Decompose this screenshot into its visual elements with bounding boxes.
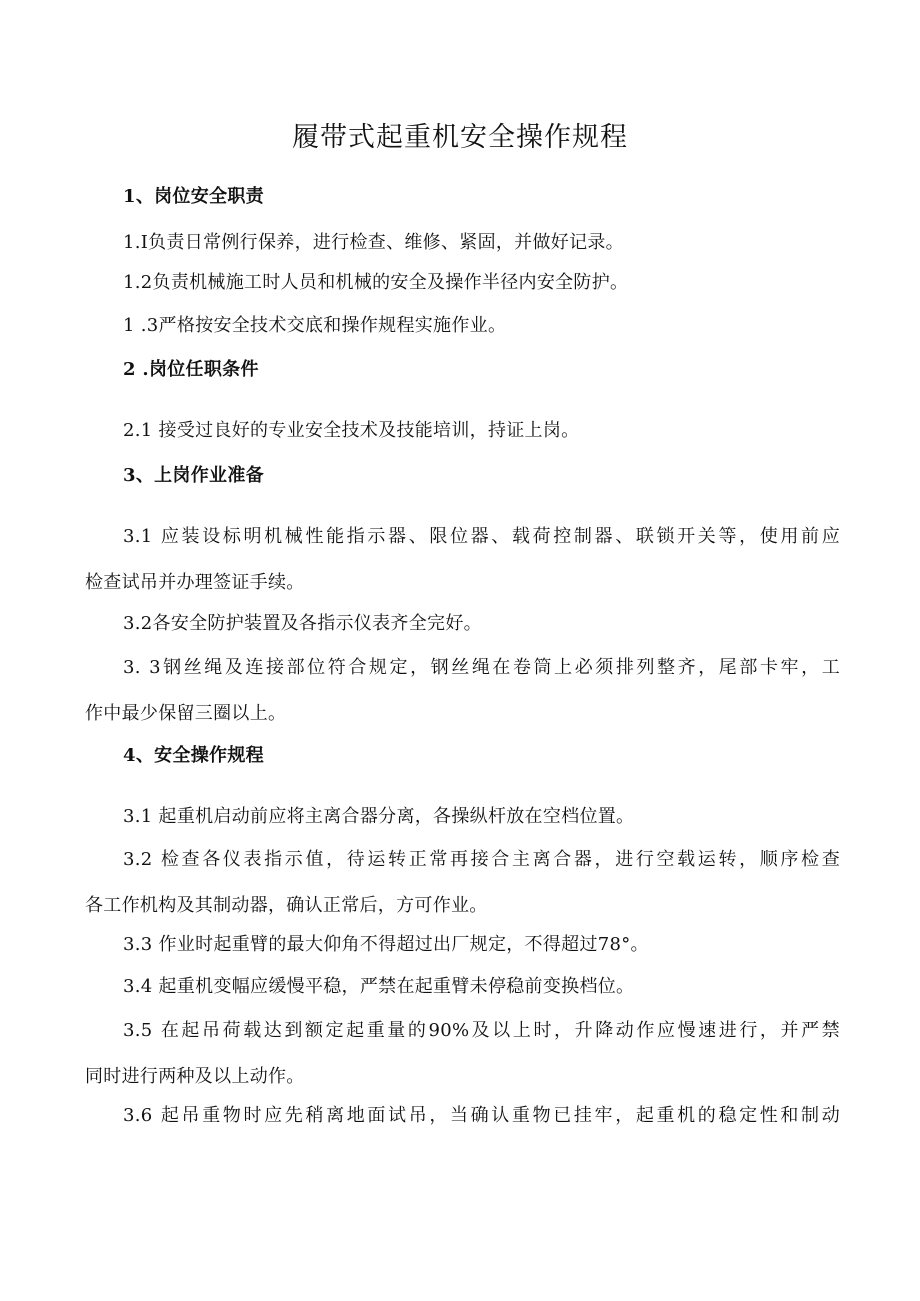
clause-3-1 [85,522,840,598]
section-2-heading: 2 .岗位任职条件 [123,359,259,380]
clause-4-1: 3.1 起重机启动前应将主离合器分离，各操纵杆放在空档位置。 [123,806,635,827]
clause-4-2 [85,845,840,921]
document-title: 履带式起重机安全操作规程 [292,122,628,153]
clause-4-3: 3.3 作业时起重臂的最大仰角不得超过出厂规定，不得超过78°。 [123,934,649,955]
clause-4-4: 3.4 起重机变幅应缓慢平稳，严禁在起重臂未停稳前变换档位。 [123,976,635,997]
clause-3-3-line-2: 作中最少保留三圈以上。 [85,703,287,724]
clause-4-2-line-1: 3.2 检查各仪表指示值，待运转正常再接合主离合器，进行空载运转，顺序检查 [123,849,840,870]
clause-4-5-line-2: 同时进行两种及以上动作。 [85,1066,305,1087]
section-1-heading: 1、岗位安全职责 [123,186,264,207]
clause-1-3: 1 .3严格按安全技术交底和操作规程实施作业。 [123,315,507,336]
clause-4-6 [85,1101,840,1131]
clause-3-1-line-2: 检查试吊并办理签证手续。 [85,572,305,593]
section-3-heading: 3、上岗作业准备 [123,465,264,486]
clause-3-3-line-1: 3. 3钢丝绳及连接部位符合规定，钢丝绳在卷筒上必须排列整齐，尾部卡牢，工 [123,657,840,678]
section-4-heading: 4、安全操作规程 [123,745,264,766]
clause-4-5 [85,1016,840,1092]
clause-3-2: 3.2各安全防护装置及各指示仪表齐全完好。 [123,613,482,634]
clause-2-1: 2.1 接受过良好的专业安全技术及技能培训，持证上岗。 [123,420,580,441]
clause-3-3 [85,653,840,729]
clause-4-5-line-1: 3.5 在起吊荷载达到额定起重量的90%及以上时，升降动作应慢速进行，并严禁 [123,1020,840,1041]
clause-3-1-line-1: 3.1 应装设标明机械性能指示器、限位器、载荷控制器、联锁开关等，使用前应 [123,526,840,547]
clause-1-2: 1.2负责机械施工时人员和机械的安全及操作半径内安全防护。 [123,272,629,293]
clause-4-6-line-1: 3.6 起吊重物时应先稍离地面试吊，当确认重物已挂牢，起重机的稳定性和制动 [123,1105,840,1126]
clause-4-2-line-2: 各工作机构及其制动器，确认正常后，方可作业。 [85,895,488,916]
clause-1-1: 1.I负责日常例行保养，进行检查、维修、紧固，并做好记录。 [123,232,624,253]
